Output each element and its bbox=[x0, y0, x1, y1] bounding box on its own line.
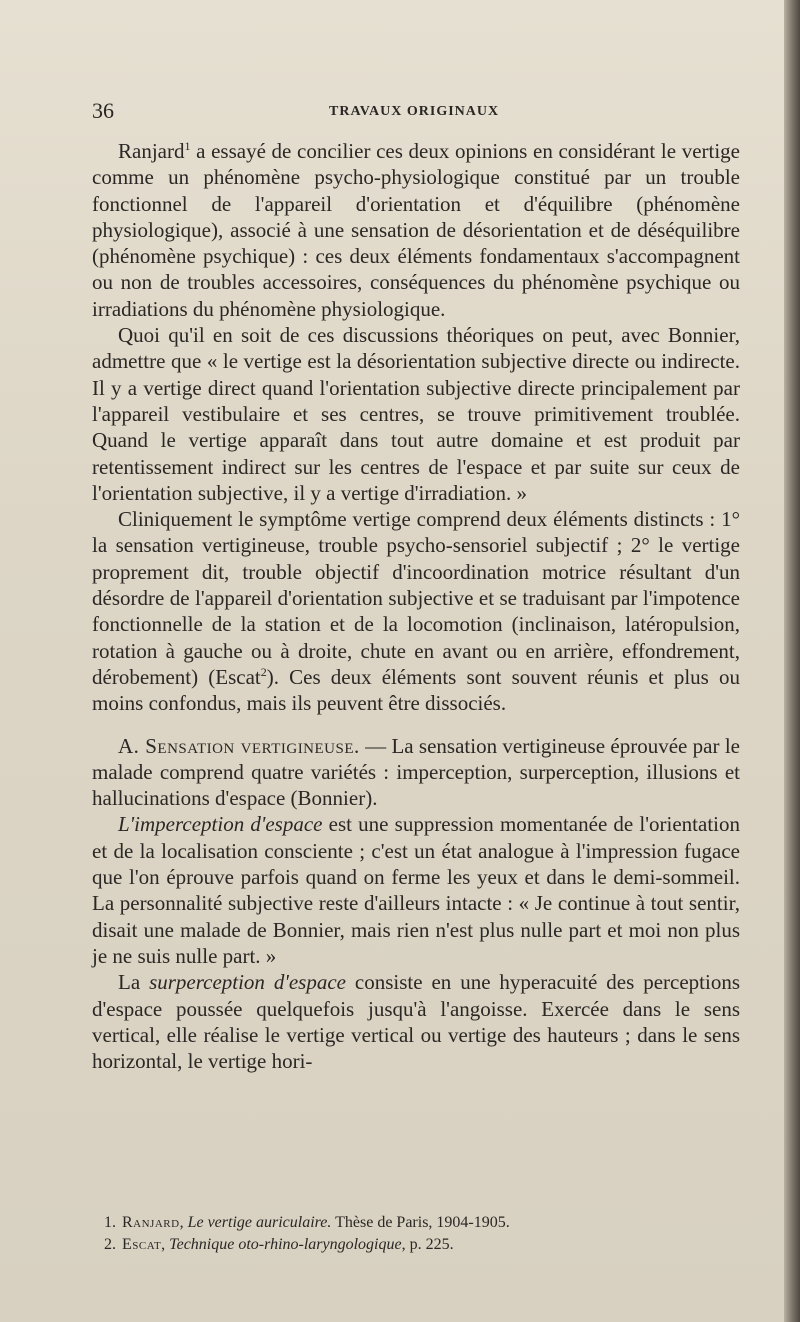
footnote-text: Thèse de Paris, 1904-1905. bbox=[331, 1214, 510, 1231]
paragraph-text: consiste en une hyperacuité des perceptions d'espace poussée quelquefois jusqu'à l'angoisse. Exercée dans le sens vertical, elle réalise le vertige vertical ou vertige des hauteurs ; dans le sens horizontal, le vertige hori- bbox=[92, 970, 740, 1074]
footnote-author: Escat bbox=[122, 1236, 162, 1253]
page-edge-shadow bbox=[784, 0, 800, 1322]
paragraph-start: La bbox=[118, 970, 150, 995]
footnotes bbox=[104, 1212, 744, 1256]
page-number: 36 bbox=[92, 98, 114, 123]
term-italic: L'imperception d'espace bbox=[118, 812, 323, 837]
running-title: TRAVAUX ORIGINAUX bbox=[329, 104, 500, 119]
section-heading: A. Sensation vertigineuse. bbox=[118, 733, 360, 758]
paragraph-text: a essayé de concilier ces deux opinions en considérant le vertige comme un phénomène psycho-physiologique constitué par un trouble fonctionnel de l'appareil d'orientation et d'équilibre (phénomène physiologique), associé à une sensation de désorientation et de déséquilibre (phénomène psychique) : ces deux éléments fondamentaux s'accompagnent ou non de troubles accessoires, conséquences du phénomène psychique ou irradiations du phénomène physiologique. bbox=[92, 139, 740, 321]
paragraph-clinique bbox=[92, 506, 740, 716]
footnote-title: Le vertige auriculaire. bbox=[187, 1214, 332, 1231]
main-text bbox=[92, 138, 740, 1074]
paragraph-text: est une suppression momentanée de l'orientation et de la localisation consciente ; c'est un état analogue à l'impression fugace que l'on éprouve parfois quand on ferme les yeux et dans le demi-sommeil. La personnalité subjective reste d'ailleurs intacte : « Je continue à tout sentir, disait une malade de Bonnier, mais rien n'est plus nulle part et moi non plus je ne suis nulle part. » bbox=[92, 812, 741, 968]
paragraph-text: — La sensation vertigineuse éprouvée par le malade comprend quatre variétés : imperception, surperception, illusions et hallucinations d'espace (Bonnier). bbox=[92, 733, 740, 811]
paragraph-sensation bbox=[92, 733, 740, 812]
paragraph-start: Ranjard bbox=[118, 139, 185, 163]
paragraph-surperception bbox=[92, 969, 740, 1074]
paragraph-ranjard bbox=[92, 138, 740, 322]
footnote-ref: 1 bbox=[184, 139, 191, 153]
footnote-title: Technique oto-rhino-laryngologique bbox=[169, 1236, 402, 1253]
paragraph-imperception bbox=[92, 811, 740, 969]
running-header bbox=[92, 98, 740, 128]
footnote-number: 1. bbox=[104, 1214, 116, 1231]
paragraph-text: ). Ces deux éléments sont souvent réunis et plus ou moins confondus, mais ils peuvent être dissociés. bbox=[92, 664, 740, 716]
footnote-1: 1. Ranjard, Le vertige auriculaire. Thèse de Paris, 1904-1905. bbox=[104, 1214, 510, 1231]
footnote-2: 2. Escat, Technique oto-rhino-laryngologique, p. 225. bbox=[104, 1236, 454, 1253]
paragraph-bonnier: Quoi qu'il en soit de ces discussions théoriques on peut, avec Bonnier, admettre que « le vertige est la désorientation subjective directe ou indirecte. Il y a vertige direct quand l'orientation subjective directe principalement par l'appareil vestibulaire et ses centres, se trouve primitivement troublée. Quand le vertige apparaît dans tout autre domaine et est produit par retentissement indirect sur les centres de l'espace et par suite sur ceux de l'orientation subjective, il y a vertige d'irradiation. » bbox=[92, 323, 740, 505]
footnote-ref: 2 bbox=[260, 664, 267, 679]
footnote-author: Ranjard bbox=[122, 1214, 180, 1231]
term-italic: surperception d'espace bbox=[149, 970, 346, 995]
footnote-text: , p. 225. bbox=[401, 1236, 454, 1253]
footnote-number: 2. bbox=[104, 1236, 116, 1253]
paragraph-start: Cliniquement le symptôme vertige comprend deux éléments distincts : 1° la sensation vertigineuse, trouble psycho-sensoriel subjectif ; 2° le vertige proprement dit, trouble objectif d'incoordination motrice résultant d'un désordre de l'appareil d'orientation subjective et se traduisant par l'impotence fonctionnelle de la station et de la locomotion (inclinaison, latéropulsion, rotation à gauche ou à droite, chute en avant ou en arrière, effondrement, dérobement) (Escat bbox=[92, 507, 740, 689]
